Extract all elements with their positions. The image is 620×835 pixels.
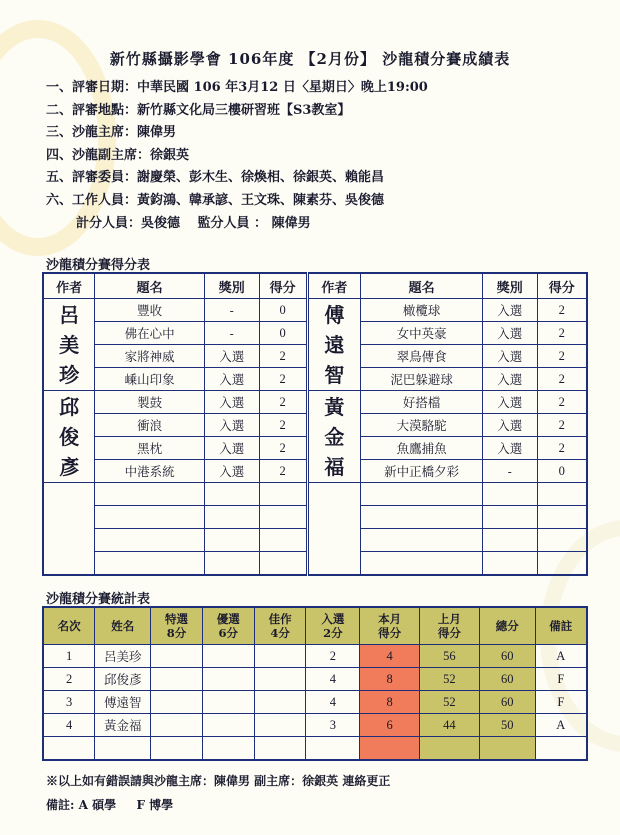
stats-cell xyxy=(202,668,254,691)
stats-cell: 黃金福 xyxy=(95,714,151,737)
score-table xyxy=(42,272,588,576)
author-char: 俊 xyxy=(59,424,80,449)
author-char: 珍 xyxy=(59,362,80,387)
document-title: 新竹縣攝影學會 106年度 【2月份】 沙龍積分賽成績表 xyxy=(109,50,511,68)
col-header: 作者 xyxy=(307,273,361,299)
entry-title: 黑枕 xyxy=(95,437,205,460)
empty-cell xyxy=(482,552,537,576)
entry-title: 佛在心中 xyxy=(95,322,205,345)
entry-award: 入選 xyxy=(204,414,259,437)
empty-cell xyxy=(537,506,587,529)
entry-score: 0 xyxy=(259,299,307,322)
col-header: 獎別 xyxy=(482,273,537,299)
empty-cell xyxy=(259,529,307,552)
empty-cell xyxy=(95,506,205,529)
stats-cell xyxy=(151,645,203,668)
stats-cell: 4 xyxy=(360,645,420,668)
empty-cell xyxy=(204,552,259,576)
author-cell xyxy=(43,391,95,483)
score-row-empty xyxy=(43,483,587,506)
author-char: 美 xyxy=(59,332,80,357)
stats-cell: 60 xyxy=(479,668,535,691)
empty-cell xyxy=(95,552,205,576)
entry-award: 入選 xyxy=(204,345,259,368)
entry-award: 入選 xyxy=(482,299,537,322)
stats-col-header-text: 得分 xyxy=(437,626,461,640)
stats-cell: 8 xyxy=(360,691,420,714)
entry-award: - xyxy=(204,299,259,322)
entry-title: 好搭檔 xyxy=(361,391,482,414)
empty-cell xyxy=(420,737,480,761)
entry-title: 魚鷹捕魚 xyxy=(361,437,482,460)
stats-cell xyxy=(254,691,306,714)
empty-cell xyxy=(482,506,537,529)
col-header: 題名 xyxy=(361,273,482,299)
col-header: 獎別 xyxy=(204,273,259,299)
stats-cell: 2 xyxy=(306,645,360,668)
empty-cell xyxy=(537,529,587,552)
stats-col-header xyxy=(360,607,420,645)
stats-col-header-text: 優選 xyxy=(216,612,240,626)
score-table-label: 沙龍積分賽得分表 xyxy=(46,258,151,273)
stats-cell: 1 xyxy=(43,645,95,668)
info-line: 五、評審委員：謝慶榮、彭木生、徐煥相、徐銀英、賴能昌 xyxy=(46,170,385,186)
stats-cell: F xyxy=(535,668,587,691)
empty-cell xyxy=(482,483,537,506)
empty-cell xyxy=(482,529,537,552)
stats-col-header xyxy=(202,607,254,645)
stats-cell: 4 xyxy=(306,668,360,691)
stats-col-header xyxy=(151,607,203,645)
entry-score: 0 xyxy=(537,460,587,483)
empty-cell xyxy=(254,737,306,761)
entry-award: - xyxy=(482,460,537,483)
stats-col-header xyxy=(95,607,151,645)
stats-cell: 56 xyxy=(420,645,480,668)
author-char: 遠 xyxy=(324,332,345,357)
stats-cell: 2 xyxy=(43,668,95,691)
stats-cell: A xyxy=(535,714,587,737)
col-header: 得分 xyxy=(537,273,587,299)
stats-cell: 8 xyxy=(360,668,420,691)
empty-cell xyxy=(204,483,259,506)
empty-cell xyxy=(259,552,307,576)
col-header: 作者 xyxy=(43,273,95,299)
stats-col-header xyxy=(420,607,480,645)
entry-score: 2 xyxy=(537,322,587,345)
empty-cell xyxy=(361,506,482,529)
entry-title: 嵊山印象 xyxy=(95,368,205,391)
stats-col-header-text: 入選 xyxy=(321,612,345,626)
stats-table-label: 沙龍積分賽統計表 xyxy=(46,592,151,607)
empty-cell xyxy=(95,483,205,506)
entry-title: 中港系統 xyxy=(95,460,205,483)
entry-title: 女中英豪 xyxy=(361,322,482,345)
stats-cell xyxy=(151,691,203,714)
entry-score: 2 xyxy=(537,437,587,460)
info-line: 四、沙龍副主席：徐銀英 xyxy=(46,147,190,163)
empty-cell xyxy=(537,483,587,506)
entry-award: 入選 xyxy=(204,437,259,460)
entry-score: 2 xyxy=(259,368,307,391)
empty-cell xyxy=(361,483,482,506)
entry-title: 豐收 xyxy=(95,299,205,322)
info-line: 六、工作人員：黃鈞鴻、韓承諺、王文珠、陳素芬、吳俊德 xyxy=(46,192,385,208)
entry-title: 翠鳥傳食 xyxy=(361,345,482,368)
stats-cell: 60 xyxy=(479,691,535,714)
empty-cell xyxy=(479,737,535,761)
entry-award: 入選 xyxy=(482,391,537,414)
entry-score: 2 xyxy=(537,368,587,391)
stats-cell: 60 xyxy=(479,645,535,668)
stats-col-header xyxy=(43,607,95,645)
entry-award: 入選 xyxy=(482,437,537,460)
stats-cell: 52 xyxy=(420,691,480,714)
stats-cell xyxy=(254,714,306,737)
author-char: 福 xyxy=(324,454,345,479)
author-char: 邱 xyxy=(59,394,80,419)
author-char: 呂 xyxy=(59,302,80,327)
empty-cell xyxy=(537,552,587,576)
stats-col-header xyxy=(254,607,306,645)
stats-cell: 3 xyxy=(43,691,95,714)
author-char: 彥 xyxy=(59,454,80,479)
stats-cell: 4 xyxy=(306,691,360,714)
stats-col-header-text: 名次 xyxy=(57,619,81,633)
stats-col-header-text: 8分 xyxy=(166,626,187,640)
author-cell xyxy=(307,391,361,483)
entry-score: 2 xyxy=(537,345,587,368)
empty-cell xyxy=(43,737,95,761)
stats-col-header xyxy=(306,607,360,645)
empty-cell xyxy=(361,529,482,552)
stats-cell xyxy=(202,691,254,714)
meeting-info xyxy=(46,77,428,235)
stats-cell: 邱俊彥 xyxy=(95,668,151,691)
author-cell xyxy=(43,299,95,391)
stats-col-header-text: 4分 xyxy=(270,626,290,640)
stats-cell xyxy=(254,668,306,691)
stats-cell xyxy=(202,714,254,737)
col-header: 得分 xyxy=(259,273,307,299)
entry-score: 0 xyxy=(259,322,307,345)
entry-title: 衝浪 xyxy=(95,414,205,437)
author-char: 傅 xyxy=(324,302,345,327)
entry-award: 入選 xyxy=(482,414,537,437)
score-table-header xyxy=(43,273,587,299)
empty-cell xyxy=(151,737,203,761)
stats-cell: 50 xyxy=(479,714,535,737)
entry-award: 入選 xyxy=(204,391,259,414)
entry-award: 入選 xyxy=(482,368,537,391)
stats-cell xyxy=(151,668,203,691)
stats-cell: 3 xyxy=(306,714,360,737)
stats-col-header-text: 姓名 xyxy=(111,619,135,633)
stats-cell xyxy=(151,714,203,737)
stats-col-header-text: 備註 xyxy=(549,619,573,633)
author-cell-empty xyxy=(307,483,361,576)
info-line: 三、沙龍主席：陳偉男 xyxy=(46,125,177,141)
score-row xyxy=(43,391,587,414)
entry-award: 入選 xyxy=(204,368,259,391)
empty-cell xyxy=(259,483,307,506)
info-line: 二、評審地點：新竹縣文化局三樓研習班【S3教室】 xyxy=(46,102,351,118)
stats-col-header-text: 佳作 xyxy=(268,612,292,626)
stats-col-header xyxy=(479,607,535,645)
author-cell-empty xyxy=(43,483,95,576)
empty-cell xyxy=(361,552,482,576)
col-header: 題名 xyxy=(95,273,205,299)
entry-title: 新中正橋夕彩 xyxy=(361,460,482,483)
remark-note: 備註: A 碩學 F 博學 xyxy=(46,798,174,812)
empty-cell xyxy=(95,529,205,552)
stats-table xyxy=(42,606,588,761)
empty-cell xyxy=(535,737,587,761)
author-cell xyxy=(307,299,361,391)
entry-score: 2 xyxy=(259,414,307,437)
stats-cell: 傅遠智 xyxy=(95,691,151,714)
stats-cell: 44 xyxy=(420,714,480,737)
stats-col-header-text: 6分 xyxy=(218,626,239,640)
entry-score: 2 xyxy=(259,437,307,460)
entry-award: 入選 xyxy=(482,345,537,368)
entry-award: 入選 xyxy=(482,322,537,345)
stats-col-header-text: 2分 xyxy=(323,626,343,640)
entry-score: 2 xyxy=(259,391,307,414)
stats-col-header-text: 特選 xyxy=(164,612,188,626)
empty-cell xyxy=(360,737,420,761)
stats-cell xyxy=(202,645,254,668)
stats-cell: 呂美珍 xyxy=(95,645,151,668)
stats-cell: F xyxy=(535,691,587,714)
stats-cell: A xyxy=(535,645,587,668)
entry-score: 2 xyxy=(259,345,307,368)
stats-col-header-text: 總分 xyxy=(495,619,519,633)
empty-cell xyxy=(306,737,360,761)
entry-title: 泥巴躲避球 xyxy=(361,368,482,391)
author-char: 黃 xyxy=(324,394,345,419)
entry-title: 大漠駱駝 xyxy=(361,414,482,437)
entry-title: 橄欖球 xyxy=(361,299,482,322)
empty-cell xyxy=(259,506,307,529)
score-row xyxy=(43,299,587,322)
stats-col-header-text: 得分 xyxy=(378,626,402,640)
stats-col-header-text: 本月 xyxy=(378,612,402,626)
stats-row-empty xyxy=(43,737,587,761)
empty-cell xyxy=(204,529,259,552)
empty-cell xyxy=(95,737,151,761)
stats-col-header xyxy=(535,607,587,645)
entry-award: - xyxy=(204,322,259,345)
author-char: 智 xyxy=(324,362,345,387)
empty-cell xyxy=(204,506,259,529)
stats-table-header xyxy=(43,607,587,645)
stats-cell: 6 xyxy=(360,714,420,737)
stats-cell xyxy=(254,645,306,668)
info-line: 計分人員：吳俊德 監分人員 ： 陳偉男 xyxy=(76,215,311,231)
empty-cell xyxy=(202,737,254,761)
entry-title: 家將神威 xyxy=(95,345,205,368)
entry-award: 入選 xyxy=(204,460,259,483)
stats-row xyxy=(43,691,587,714)
stats-row xyxy=(43,668,587,691)
entry-title: 製鼓 xyxy=(95,391,205,414)
entry-score: 2 xyxy=(537,414,587,437)
entry-score: 2 xyxy=(537,391,587,414)
stats-row xyxy=(43,714,587,737)
entry-score: 2 xyxy=(537,299,587,322)
stats-col-header-text: 上月 xyxy=(437,612,461,626)
stats-cell: 52 xyxy=(420,668,480,691)
author-char: 金 xyxy=(324,424,345,449)
entry-score: 2 xyxy=(259,460,307,483)
info-line: 一、評審日期：中華民國 106 年3月12 日〈星期日〉晚上19:00 xyxy=(46,80,428,95)
correction-note: ※以上如有錯誤請與沙龍主席：陳偉男 副主席：徐銀英 連絡更正 xyxy=(46,774,391,788)
stats-cell: 4 xyxy=(43,714,95,737)
stats-row xyxy=(43,645,587,668)
